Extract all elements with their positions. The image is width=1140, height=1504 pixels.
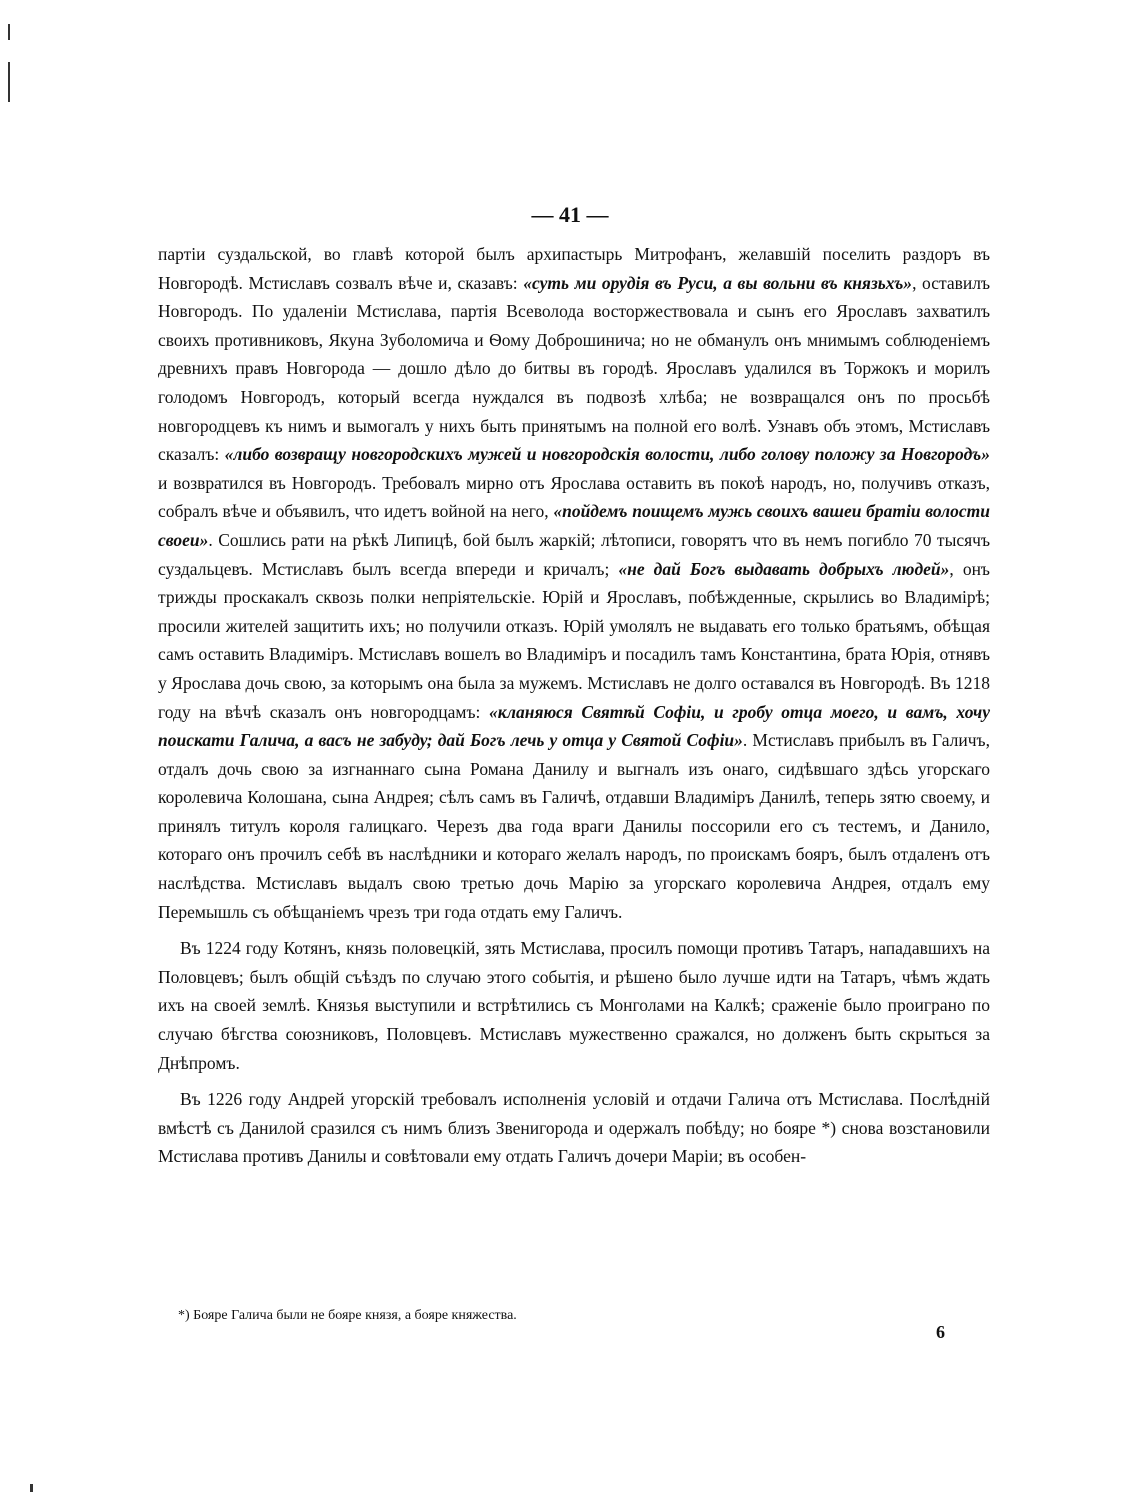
quotation: «не дай Богъ выдавать добрыхъ людей» <box>618 558 950 579</box>
quotation: «либо возвращу новгородскихъ мужей и новгородскія волости, либо голову положу за Новгородъ» <box>224 444 990 465</box>
scan-mark <box>30 1484 33 1492</box>
text-segment: , оставилъ Новгородъ. По удаленіи Мстислава, партія Всеволода восторжествовала и сынъ его Ярославъ захватилъ своихъ противниковъ, Якуна Зуболомича и Ѳому Доброшинича; но не обманулъ онъ мнимымъ соблюденіемъ древнихъ правъ Новгорода — дошло дѣло до битвы въ городѣ. Ярославъ удалился въ Торжокъ и морилъ голодомъ Новгородъ, который всегда нуждался въ подвозѣ хлѣба; не возвращался онъ по просьбѣ новгородцевъ къ нимъ и вымогалъ у нихъ быть принятымъ на полной его волѣ. Узнавъ объ этомъ, Мстиславъ сказалъ: <box>158 272 990 465</box>
text-segment: Въ 1226 году Андрей угорскій требовалъ исполненія условій и отдачи Галича отъ Мстислава. Послѣдній вмѣстѣ съ Данилой сразился съ нимъ близъ Звенигорода и одержалъ побѣду; но бояре *) снова возстановили Мстислава противъ Данилы и совѣтовали ему отдать Галичъ дочери Маріи; въ особен- <box>158 1089 990 1167</box>
text-segment: . Мстиславъ прибылъ въ Галичъ, отдалъ дочь свою за изгнаннаго сына Романа Данилу и выгналъ изъ онаго, сидѣвшаго здѣсь угорскаго королевича Колошана, сына Андрея; сѣлъ самъ въ Галичѣ, отдавши Владиміръ Данилѣ, теперь зятю своему, и принялъ титулъ короля галицкаго. Черезъ два года враги Данилы поссорили его съ тестемъ, и Данило, котораго онъ прочилъ себѣ въ наслѣдники и котораго желалъ народъ, по проискамъ бояръ, былъ отдаленъ отъ наслѣдства. Мстиславъ выдалъ свою третью дочь Марію за угорскаго королевича Андрея, отдалъ ему Перемышль съ обѣщаніемъ чрезъ три года отдать ему Галичъ. <box>158 730 990 922</box>
quotation: «кланяюся Святѣй Софіи, и гробу отца моего, и вамъ, хочу поискати Галича, а васъ не забуду; дай Богъ лечь у отца у Святой Софіи» <box>158 701 990 751</box>
signature-mark: 6 <box>936 1322 945 1342</box>
footnote: *) Бояре Галича были не бояре князя, а бояре княжества. <box>178 1308 517 1323</box>
text-segment: Въ 1224 году Котянъ, князь половецкій, зять Мстислава, просилъ помощи противъ Татаръ, нападавшихъ на Половцевъ; былъ общій съѣздъ по случаю этого событія, и рѣшено было лучше идти на Татаръ, чѣмъ ждать ихъ на своей землѣ. Князья выступили и встрѣтились съ Монголами на Калкѣ; сраженіе было проиграно по случаю бѣгства союзниковъ, Половцевъ. Мстиславъ мужественно сражался, но долженъ быть скрыться за Днѣпромъ. <box>158 938 990 1073</box>
paragraph <box>158 934 990 1077</box>
page-number: — 41 — <box>531 202 609 227</box>
paragraph <box>158 1085 990 1171</box>
quotation: «суть ми орудія въ Руси, а вы вольни въ князьхъ» <box>523 272 913 293</box>
paragraph <box>158 240 990 926</box>
scan-mark <box>8 24 10 40</box>
text-segment: и возвратился въ Новгородъ. Требовалъ мирно отъ Ярослава оставить въ покоѣ народъ, но, получивъ отказъ, собралъ вѣче и объявилъ, что идетъ войной на него, <box>158 472 990 522</box>
body-text <box>158 240 990 1171</box>
text-segment: . Сошлись рати на рѣкѣ Липицѣ, бой былъ жаркій; лѣтописи, говорятъ что въ немъ погибло 70 тысячъ суздальцевъ. Мстиславъ былъ всегда впереди и кричалъ; <box>158 529 990 579</box>
text-segment: , онъ трижды проскакалъ сквозь полки непріятельскіе. Юрій и Ярославъ, побѣжденные, скрылись во Владимірѣ; просили жителей защитить ихъ; но получили отказъ. Юрій умолялъ не выдавать его только братьямъ, обѣщая самъ оставить Владиміръ. Мстиславъ вошелъ во Владиміръ и посадилъ тамъ Константина, брата Юрія, отнявъ у Ярослава дочь свою, за которымъ она была за мужемъ. Мстиславъ не долго оставался въ Новгородѣ. Въ 1218 году на вѣчѣ сказалъ онъ новгородцамъ: <box>158 558 990 722</box>
scan-mark <box>8 62 10 102</box>
text-segment: партіи суздальской, во главѣ которой былъ архипастырь Митрофанъ, желавшій поселить раздоръ въ Новгородѣ. Мстиславъ созвалъ вѣче и, сказавъ: <box>158 244 990 293</box>
quotation: «пойдемъ поищемъ мужь своихъ вашеи братіи волости своеи» <box>158 501 990 550</box>
